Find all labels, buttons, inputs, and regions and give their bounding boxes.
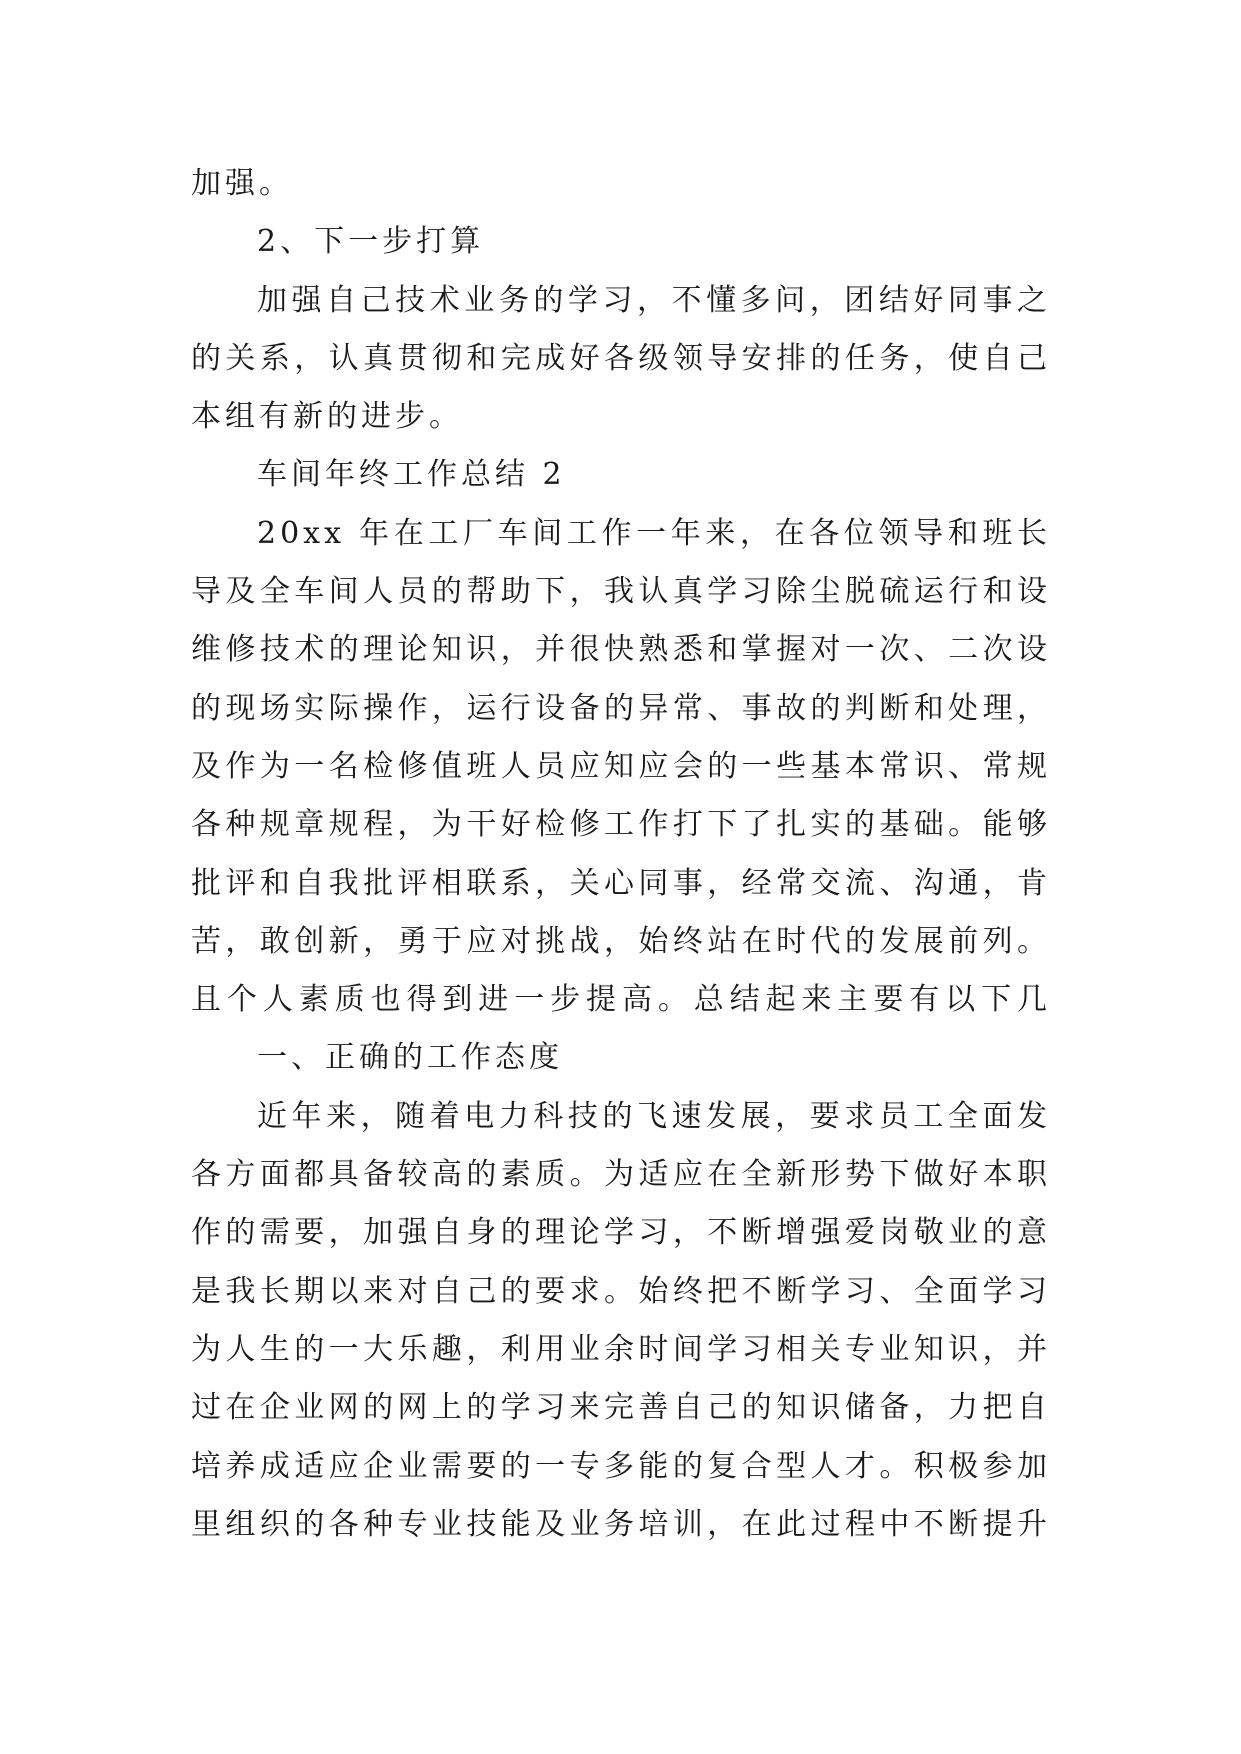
text-line: 各方面都具备较高的素质。为适应在全新形势下做好本职 bbox=[191, 1157, 1051, 1193]
text-line: 各种规章规程，为干好检修工作打下了扎实的基础。能够 bbox=[191, 807, 1051, 843]
text-line: 里组织的各种专业技能及业务培训，在此过程中不断提升 bbox=[191, 1506, 1051, 1542]
text-line: 的现场实际操作，运行设备的异常、事故的判断和处理， bbox=[191, 690, 1051, 726]
text-line: 近年来，随着电力科技的飞速发展，要求员工全面发 bbox=[257, 1098, 1051, 1134]
text-line: 培养成适应企业需要的一专多能的复合型人才。积极参加 bbox=[191, 1448, 1051, 1484]
text-line: 作的需要，加强自身的理论学习，不断增强爱岗敬业的意 bbox=[191, 1215, 1051, 1251]
text-line: 批评和自我批评相联系，关心同事，经常交流、沟通，肯 bbox=[191, 865, 1051, 901]
text-line: 车间年终工作总结 2 bbox=[257, 457, 566, 493]
text-line: 加强。 bbox=[191, 166, 293, 201]
text-line: 加强自己技术业务的学习，不懂多问，团结好同事之 bbox=[257, 282, 1051, 318]
text-line: 且个人素质也得到进一步提高。总结起来主要有以下几 bbox=[191, 982, 1051, 1018]
text-line: 导及全车间人员的帮助下，我认真学习除尘脱硫运行和设 bbox=[191, 574, 1051, 610]
text-line: 的关系，认真贯彻和完成好各级领导安排的任务，使自己 bbox=[191, 340, 1051, 376]
text-line: 2、下一步打算 bbox=[257, 224, 485, 260]
text-line: 为人生的一大乐趣，利用业余时间学习相关专业知识，并 bbox=[191, 1331, 1051, 1367]
text-line: 苦，敢创新，勇于应对挑战，始终站在时代的发展前列。 bbox=[191, 923, 1051, 959]
text-line: 过在企业网的网上的学习来完善自己的知识储备，力把自 bbox=[191, 1390, 1051, 1426]
document-body bbox=[191, 155, 1051, 1554]
text-line: 及作为一名检修值班人员应知应会的一些基本常识、常规 bbox=[191, 748, 1051, 784]
text-line: 20xx 年在工厂车间工作一年来，在各位领导和班长 bbox=[257, 515, 1051, 551]
text-line: 是我长期以来对自己的要求。始终把不断学习、全面学习 bbox=[191, 1273, 1051, 1309]
text-line: 一、正确的工作态度 bbox=[257, 1040, 563, 1076]
text-line: 本组有新的进步。 bbox=[191, 399, 463, 435]
text-line: 维修技术的理论知识，并很快熟悉和掌握对一次、二次设 bbox=[191, 632, 1051, 668]
